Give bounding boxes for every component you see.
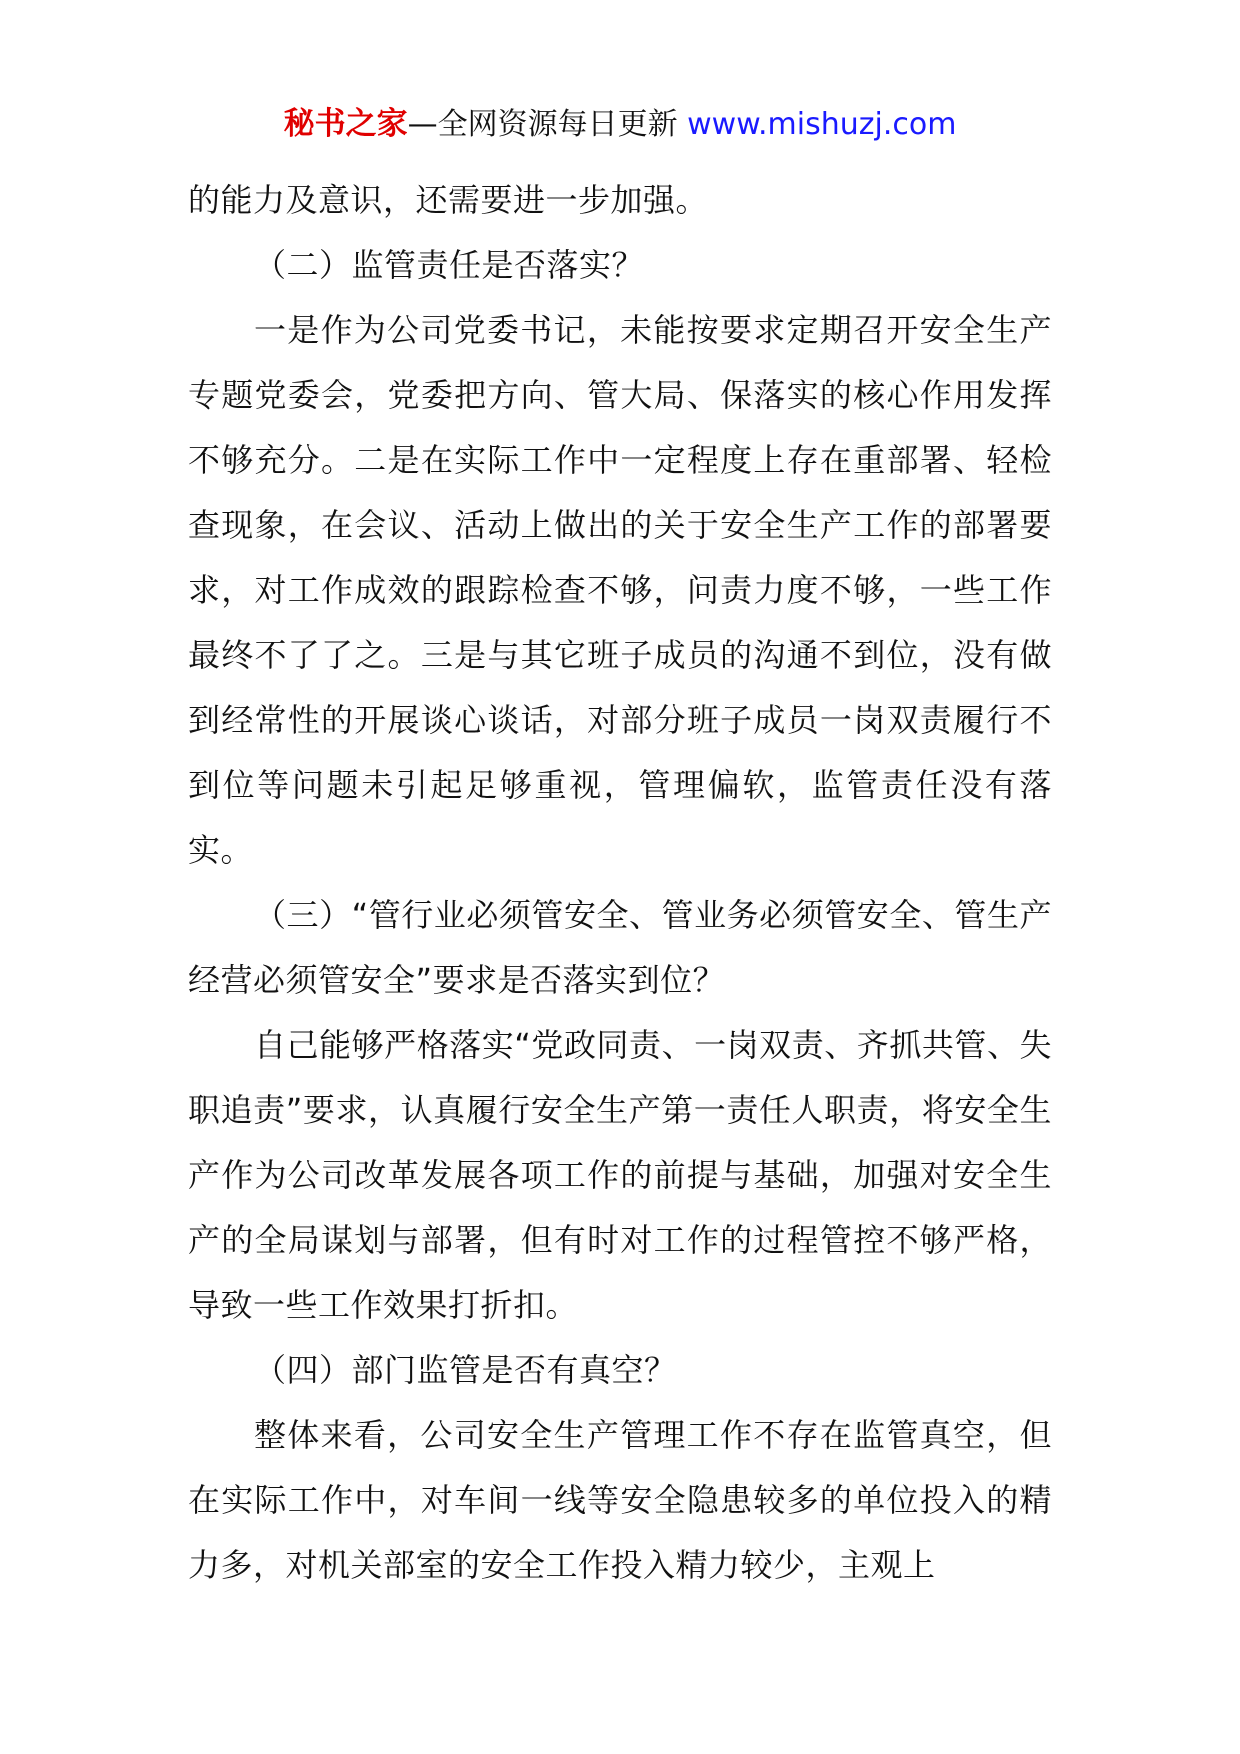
section-heading-4: （四）部门监管是否有真空？ <box>254 1351 677 1389</box>
document-body <box>188 168 1052 1598</box>
header-slogan: —全网资源每日更新 <box>407 107 678 142</box>
brand-name: 秘书之家 <box>283 106 408 142</box>
section-heading-3: （三）“管行业必须管安全、管业务必须管安全、管生产经营必须管安全”要求是否落实到位？ <box>188 896 1052 999</box>
paragraph-supervision: 一是作为公司党委书记，未能按要求定期召开安全生产专题党委会，党委把方向、管大局、保落实的核心作用发挥不够充分。二是在实际工作中一定程度上存在重部署、轻检查现象，在会议、活动上做出的关于安全生产工作的部署要求，对工作成效的跟踪检查不够，问责力度不够，一些工作最终不了了之。三是与其它班子成员的沟通不到位，没有做到经常性的开展谈心谈话，对部分班子成员一岗双责履行不到位等问题未引起足够重视，管理偏软，监管责任没有落实。 <box>188 311 1052 869</box>
page-header <box>0 104 1240 145</box>
paragraph-department: 整体来看，公司安全生产管理工作不存在监管真空，但在实际工作中，对车间一线等安全隐患较多的单位投入的精力多，对机关部室的安全工作投入精力较少，主观上 <box>188 1416 1052 1584</box>
continued-paragraph: 的能力及意识，还需要进一步加强。 <box>188 181 709 219</box>
paragraph-responsibility: 自己能够严格落实“党政同责、一岗双责、齐抓共管、失职追责”要求，认真履行安全生产第一责任人职责，将安全生产作为公司改革发展各项工作的前提与基础，加强对安全生产的全局谋划与部署，但有时对工作的过程管控不够严格，导致一些工作效果打折扣。 <box>188 1026 1052 1324</box>
website-link[interactable]: www.mishuzj.com <box>687 107 957 142</box>
section-heading-2: （二）监管责任是否落实？ <box>254 246 645 284</box>
